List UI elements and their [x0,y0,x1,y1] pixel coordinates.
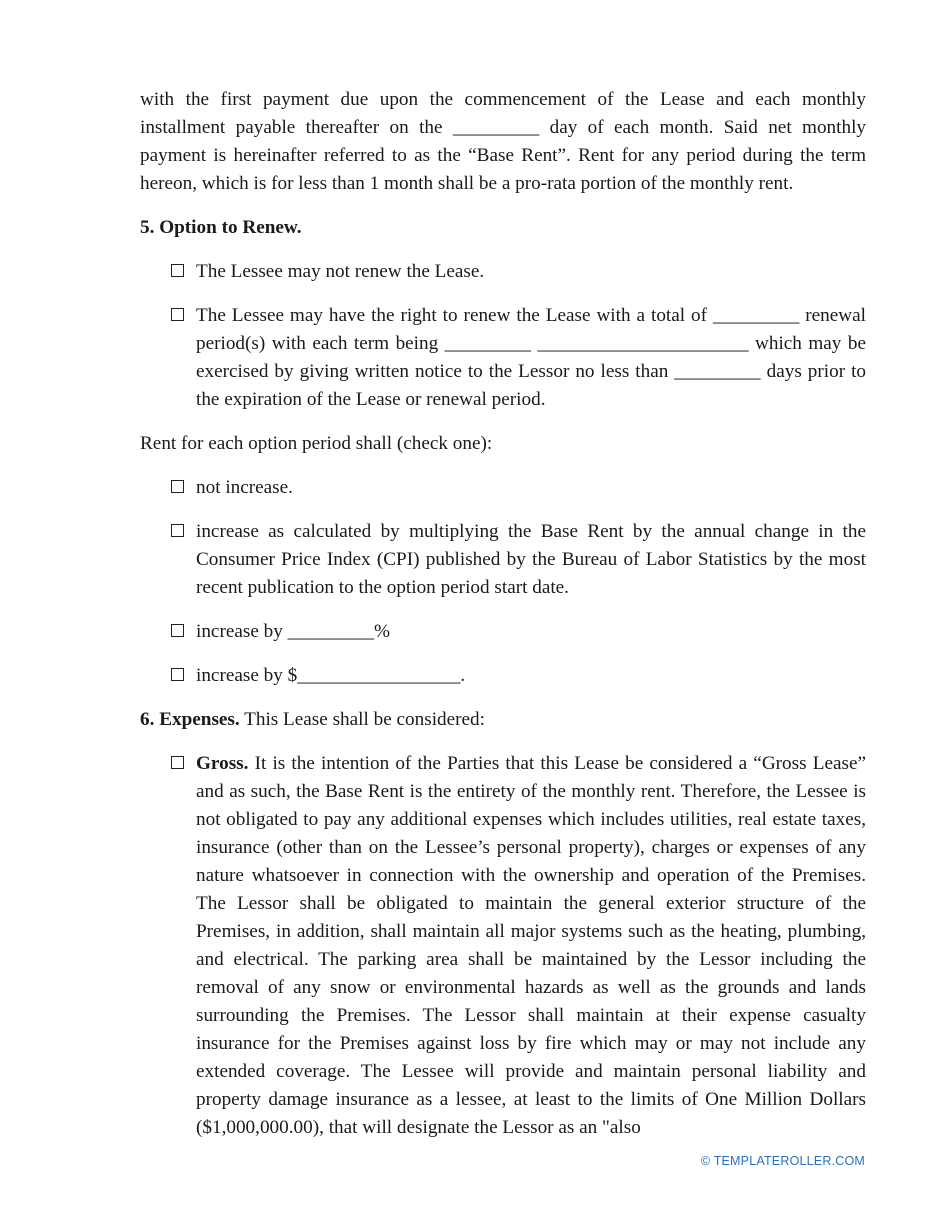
option-text: The Lessee may not renew the Lease. [196,261,485,282]
checkbox-icon[interactable] [171,624,184,637]
copyright-symbol: © [700,1154,711,1168]
expense-option-gross[interactable] [140,750,866,1142]
option-text: increase as calculated by multiplying the Base Rent by the annual change in the Consumer Price Index (CPI) published by the Bureau of Labor Statistics by the most recent publication to the option period start date. [196,521,866,598]
section-6-heading-line [140,706,866,734]
intro-paragraph: with the first payment due upon the commencement of the Lease and each monthly installment payable thereafter on the _________ day of each month. Said net monthly payment is hereinafter referred to as the “Base Rent”. Rent for any period during the term hereon, which is for less than 1 month shall be a pro-rata portion of the monthly rent. [140,89,866,194]
checkbox-icon[interactable] [171,668,184,681]
section-6-heading-rest: This Lease shall be considered: [239,709,485,730]
footer-brand[interactable] [701,1154,865,1168]
checkbox-icon[interactable] [171,756,184,769]
gross-label: Gross. [196,753,249,774]
checkbox-icon[interactable] [171,264,184,277]
checkbox-icon[interactable] [171,308,184,321]
option-text: not increase. [196,477,293,498]
rent-option-dollar[interactable] [140,662,866,690]
rent-option-cpi[interactable] [140,518,866,602]
document-page [140,86,866,1158]
rent-option-no-increase[interactable] [140,474,866,502]
checkbox-icon[interactable] [171,524,184,537]
option-text: The Lessee may have the right to renew the Lease with a total of _________ renewal period(s) with each term being _________ ______________________ which may be exercised by giving written notice to the Lessor no less than _________ days prior to the expiration of the Lease or renewal period. [196,305,866,410]
option-text: increase by $_________________. [196,665,466,686]
footer-brand-text: TEMPLATEROLLER.COM [713,1154,865,1168]
option-text: increase by _________% [196,621,390,642]
rent-prompt: Rent for each option period shall (check one): [140,433,493,454]
option-text [196,750,866,1142]
section-6-heading: 6. Expenses. [140,709,240,730]
rent-option-percent[interactable] [140,618,866,646]
checkbox-icon[interactable] [171,480,184,493]
renew-option-none[interactable] [140,258,866,286]
section-5-heading: 5. Option to Renew. [140,217,302,238]
gross-text: It is the intention of the Parties that this Lease be considered a “Gross Lease” and as such, the Base Rent is the entirety of the monthly rent. Therefore, the Lessee is not obligated to pay any additional expenses which includes utilities, real estate taxes, insurance (other than on the Lessee’s personal property), charges or expenses of any nature whatsoever in connection with the ownership and operation of the Premises. The Lessor shall be obligated to maintain the general exterior structure of the Premises, in addition, shall maintain all major systems such as the heating, plumbing, and electrical. The parking area shall be maintained by the Lessor including the removal of any snow or environmental hazards as well as the grounds and lands surrounding the Premises. The Lessor shall maintain at their expense casualty insurance for the Premises against loss by fire which may or may not include any extended coverage. The Lessee will provide and maintain personal liability and property damage insurance as a lessee, at least to the limits of One Million Dollars ($1,000,000.00), that will designate the Lessor as an "also [196,753,866,1138]
renew-option-right[interactable] [140,302,866,414]
